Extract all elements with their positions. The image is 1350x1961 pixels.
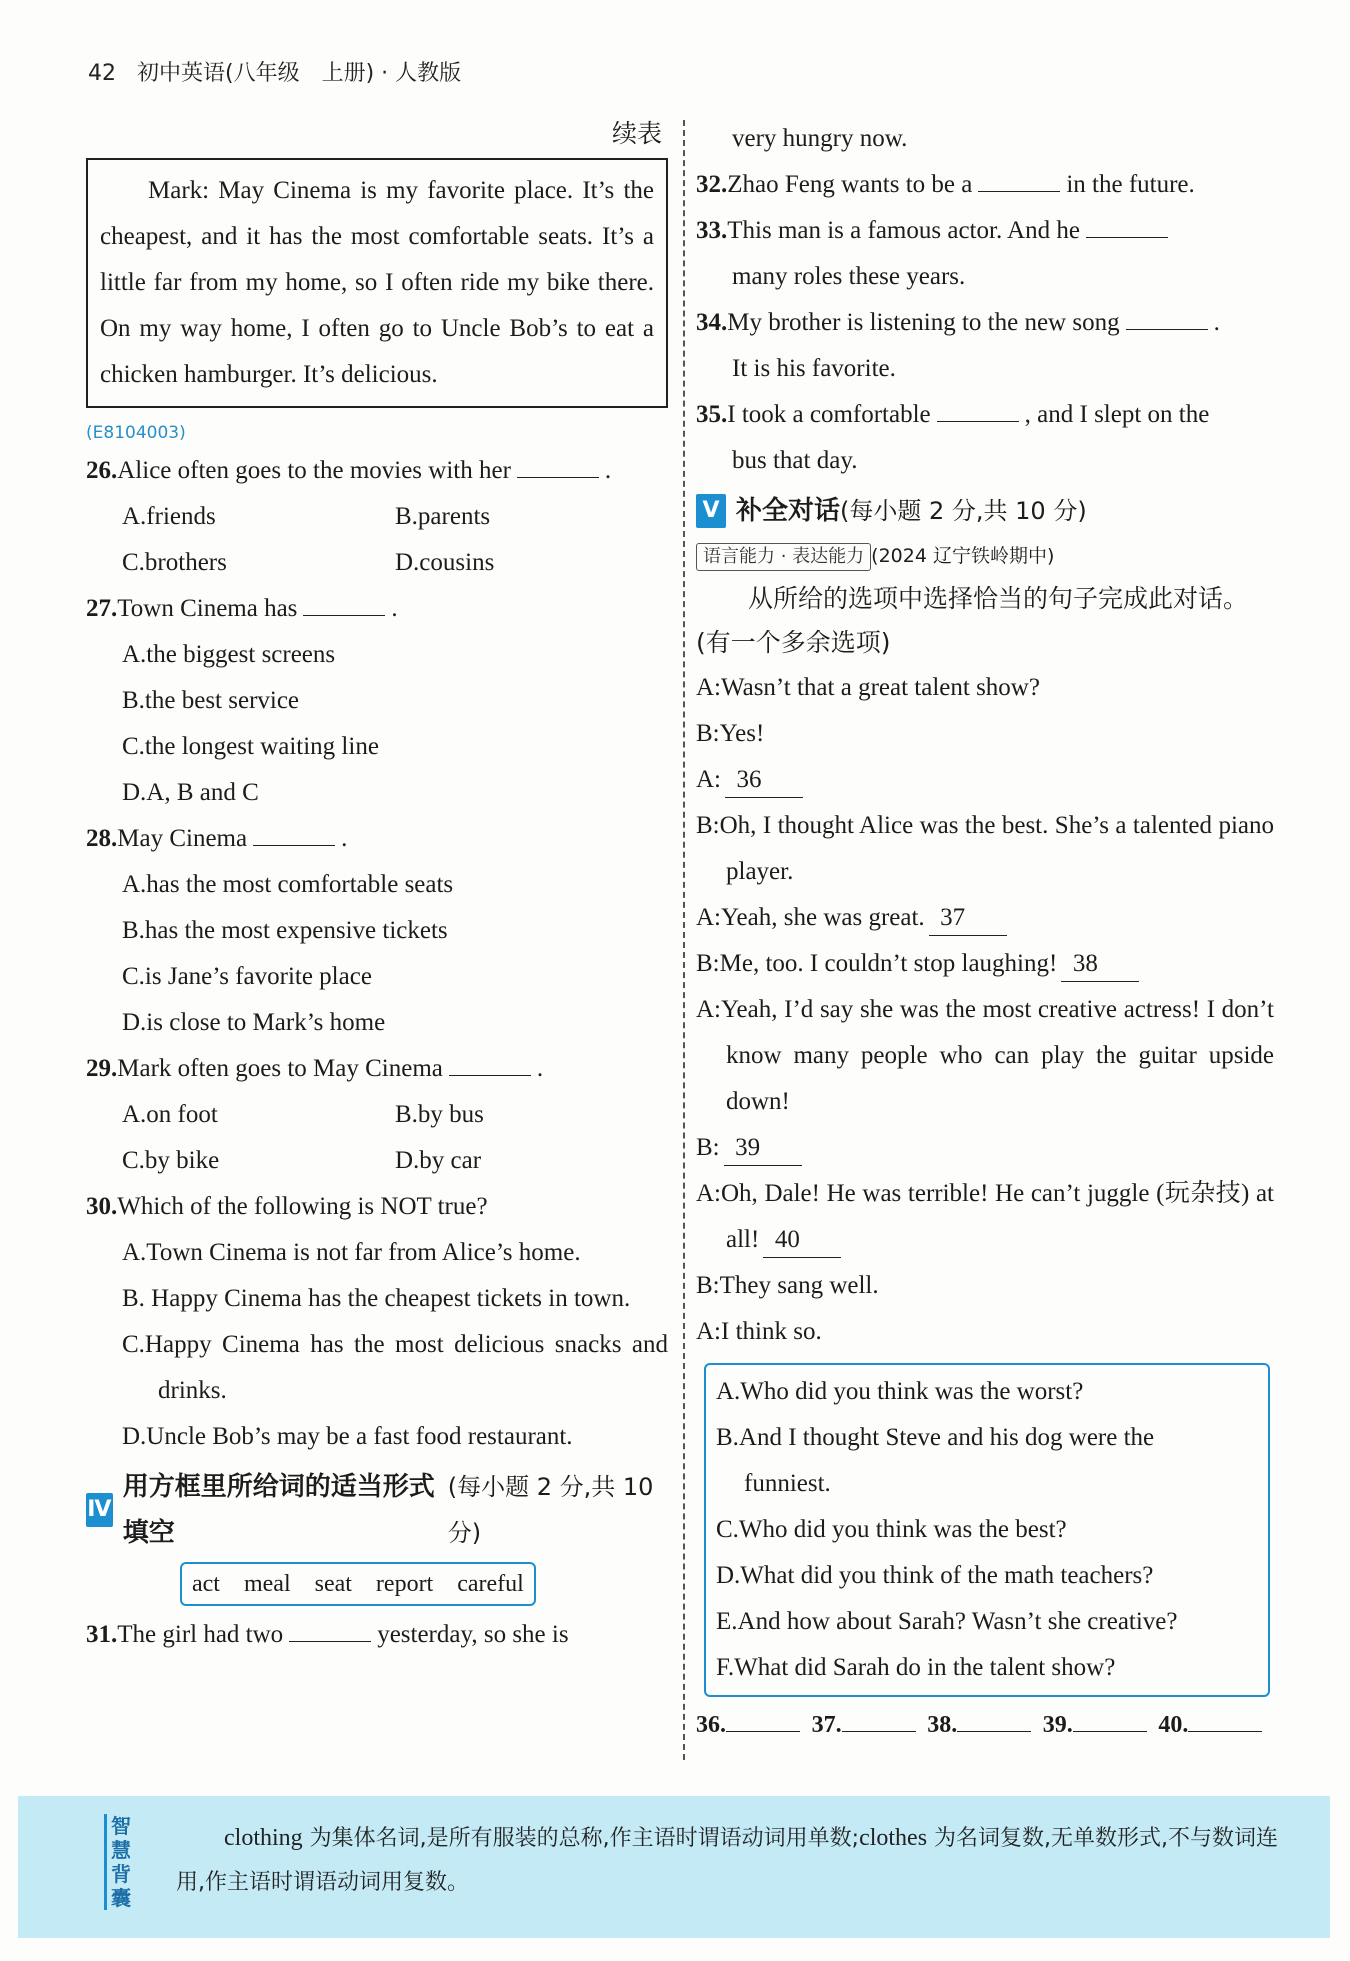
option-d[interactable]: D.A, B and C [122,779,259,806]
passage-text: Mark: May Cinema is my favorite place. It’s the cheapest, and it has the most comfortable seats. It’s a little far from my home, so I often ride my bike there. On my way home, I often go to Uncle Bob’s to eat a chicken hamburger. It’s delicious. [100,177,654,388]
question-text: Town Cinema has [117,595,298,622]
question-text: Mark often goes to May Cinema [117,1055,443,1082]
question-number: 33. [696,217,728,244]
dialogue-text: Yeah, I’d say she was the most creative actress! I don’t know many people who can play the guitar upside down! [721,996,1274,1115]
speaker-label: A: [696,766,721,793]
option-a[interactable]: A.friends [122,503,216,530]
question-number: 29. [86,1055,118,1082]
answer-blank[interactable] [289,1615,371,1642]
dialogue-line [696,895,1274,941]
option-d[interactable]: D.cousins [395,549,495,576]
options-26 [86,494,668,540]
option-d[interactable]: D.Uncle Bob’s may be a fast food restaurant. [122,1423,573,1450]
book-title: 初中英语(八年级 上册) · 人教版 [137,61,462,86]
dialogue-line [696,665,1274,711]
question-35 [696,392,1274,438]
question-number: 35. [696,401,728,428]
speaker-label: A: [696,674,721,701]
option-b-cont[interactable]: funniest. [744,1470,831,1497]
question-32 [696,162,1274,208]
question-33 [696,208,1274,254]
answer-38[interactable]: 38. [927,1705,1043,1745]
question-35-cont: bus that day. [732,447,858,474]
question-31 [86,1612,668,1658]
answer-blank[interactable] [1086,211,1168,238]
answer-39[interactable]: 39. [1043,1705,1159,1745]
answer-row [696,1705,1274,1745]
source-label: (2024 辽宁铁岭期中) [871,545,1055,567]
dialogue-blank[interactable]: 39 [724,1131,802,1166]
page-header [88,56,461,87]
option-d[interactable]: D.is close to Mark’s home [122,1009,386,1036]
section-5-meta [696,534,1274,577]
dialogue-line [696,1125,1274,1171]
options-box [704,1363,1270,1697]
options-26b [86,540,668,586]
tip-word-1: clothing [224,1825,303,1851]
speaker-label: B: [696,950,720,977]
question-27: 27.Town Cinema has . [86,586,668,632]
speaker-label: A: [696,1318,721,1345]
question-text: The girl had two [117,1621,284,1648]
question-text: I took a comfortable [727,401,931,428]
question-text: This man is a famous actor. And he [727,217,1080,244]
speaker-label: B: [696,1272,720,1299]
option-c[interactable]: C.Who did you think was the best? [716,1516,1067,1543]
question-30 [86,1184,668,1230]
dialogue-blank[interactable]: 37 [929,901,1007,936]
dialogue-text: Wasn’t that a great talent show? [721,674,1040,701]
question-number: 31. [86,1621,118,1648]
dialogue-text: Oh, I thought Alice was the best. She’s a talented piano player. [719,812,1274,885]
question-31-cont: very hungry now. [732,125,908,152]
column-divider [683,120,685,1760]
option-c[interactable]: C.by bike [122,1147,220,1174]
section-badge: Ⅴ [696,494,726,528]
option-b[interactable]: B.And I thought Steve and his dog were the [716,1424,1155,1451]
option-b[interactable]: B.parents [395,503,491,530]
answer-36[interactable]: 36. [696,1705,812,1745]
tip-bar [18,1796,1330,1938]
option-b[interactable]: B. Happy Cinema has the cheapest tickets in town. [122,1285,631,1312]
section-5-heading [696,488,1274,534]
options-29 [86,1092,668,1138]
answer-37[interactable]: 37. [812,1705,928,1745]
question-34: 34.My brother is listening to the new song . [696,300,1274,346]
question-26: 26.Alice often goes to the movies with her . [86,448,668,494]
tip-text-2: 为名词复数,无单数形式,不与数词连用,作主语时谓语动词用复数。 [176,1826,1279,1895]
option-c[interactable]: C.brothers [122,549,227,576]
speaker-label: B: [696,720,720,747]
dialogue-line [696,987,1274,1125]
answer-blank[interactable] [253,819,335,846]
question-number: 30. [86,1193,118,1220]
question-number: 27. [86,595,118,622]
option-b[interactable]: B.by bus [395,1101,484,1128]
section-4-heading [86,1464,668,1556]
option-a[interactable]: A.has the most comfortable seats [122,871,454,898]
question-33-cont: many roles these years. [732,263,966,290]
option-a[interactable]: A.on foot [122,1101,218,1128]
question-text: My brother is listening to the new song [727,309,1120,336]
dialogue-text: Yes! [719,720,765,747]
question-number: 34. [696,309,728,336]
answer-blank[interactable] [978,165,1060,192]
option-c[interactable]: C.the longest waiting line [122,733,379,760]
dialogue-line [696,757,1274,803]
option-f[interactable]: F.What did Sarah do in the talent show? [716,1654,1116,1681]
question-text-2: , and I slept on the [1024,401,1210,428]
tip-text [176,1816,1296,1905]
answer-blank[interactable] [937,395,1019,422]
dialogue-text: Oh, Dale! He was terrible! He can’t juggle (玩杂技) at all! [721,1180,1274,1253]
question-text-2: yesterday, so she is [377,1621,569,1648]
question-number: 26. [86,457,118,484]
question-text: Which of the following is NOT true? [117,1193,488,1220]
section-note: (每小题 2 分,共 10 分) [840,497,1087,525]
question-29: 29.Mark often goes to May Cinema . [86,1046,668,1092]
option-d[interactable]: D.by car [395,1147,482,1174]
tip-label: 智慧背囊 [104,1814,137,1910]
question-28: 28.May Cinema . [86,816,668,862]
instruction: 从所给的选项中选择恰当的句子完成此对话。(有一个多余选项) [696,584,1249,657]
option-c[interactable]: C.is Jane’s favorite place [122,963,372,990]
dialogue-blank[interactable]: 36 [725,763,803,798]
option-c[interactable]: C.Happy Cinema has the most delicious snacks and drinks. [122,1331,668,1404]
dialogue-blank[interactable]: 40 [763,1223,841,1258]
answer-blank[interactable] [1126,303,1208,330]
dialogue-line [696,803,1274,895]
word-box: act meal seat report careful [180,1562,536,1606]
question-number: 32. [696,171,728,198]
dialogue-line [696,1263,1274,1309]
options-29b [86,1138,668,1184]
section-title: 用方框里所给词的适当形式填空 [122,1472,435,1548]
speaker-label: A: [696,1180,721,1207]
option-a[interactable]: A.the biggest screens [122,641,336,668]
right-column [696,116,1274,1745]
dialogue-line [696,1171,1274,1263]
question-34-cont: It is his favorite. [732,355,896,382]
speaker-label: A: [696,996,721,1023]
dialogue-blank[interactable]: 38 [1061,947,1139,982]
speaker-label: A: [696,904,721,931]
answer-blank[interactable] [517,451,599,478]
left-column [86,112,668,1658]
dialogue-line [696,1309,1274,1355]
tip-word-2: clothes [859,1825,928,1851]
question-text: Alice often goes to the movies with her [117,457,511,484]
option-b[interactable]: B.has the most expensive tickets [122,917,448,944]
answer-blank[interactable] [303,589,385,616]
dialogue-line [696,711,1274,757]
question-text-2: in the future. [1066,171,1195,198]
speaker-label: B: [696,812,720,839]
passage-box [86,158,668,408]
question-text: Zhao Feng wants to be a [727,171,973,198]
option-d[interactable]: D.What did you think of the math teachers? [716,1562,1154,1589]
option-e[interactable]: E.And how about Sarah? Wasn’t she creative? [716,1608,1178,1635]
question-text: May Cinema [117,825,248,852]
answer-40[interactable]: 40. [1158,1705,1274,1745]
dialogue-text: I think so. [721,1318,822,1345]
dialogue-line [696,941,1274,987]
section-title: 补全对话 [736,496,841,526]
dialogue [696,665,1274,1355]
option-a[interactable]: A.Town Cinema is not far from Alice’s home. [122,1239,581,1266]
section-badge: Ⅳ [86,1493,113,1527]
dialogue-text: Yeah, she was great. [721,904,925,931]
question-number: 28. [86,825,118,852]
continued-label: 续表 [611,119,662,148]
section-note: (每小题 2 分,共 10 分) [447,1473,654,1547]
tip-text-1: 为集体名词,是所有服装的总称,作主语时谓语动词用单数; [302,1826,860,1851]
skill-tag: 语言能力 · 表达能力 [696,543,871,571]
speaker-label: B: [696,1134,720,1161]
dialogue-text: Me, too. I couldn’t stop laughing! [719,950,1058,977]
dialogue-text: They sang well. [719,1272,879,1299]
answer-blank[interactable] [449,1049,531,1076]
page-number: 42 [88,61,116,86]
question-code: (E8104003) [86,423,186,443]
option-b[interactable]: B.the best service [122,687,300,714]
option-a[interactable]: A.Who did you think was the worst? [716,1378,1084,1405]
